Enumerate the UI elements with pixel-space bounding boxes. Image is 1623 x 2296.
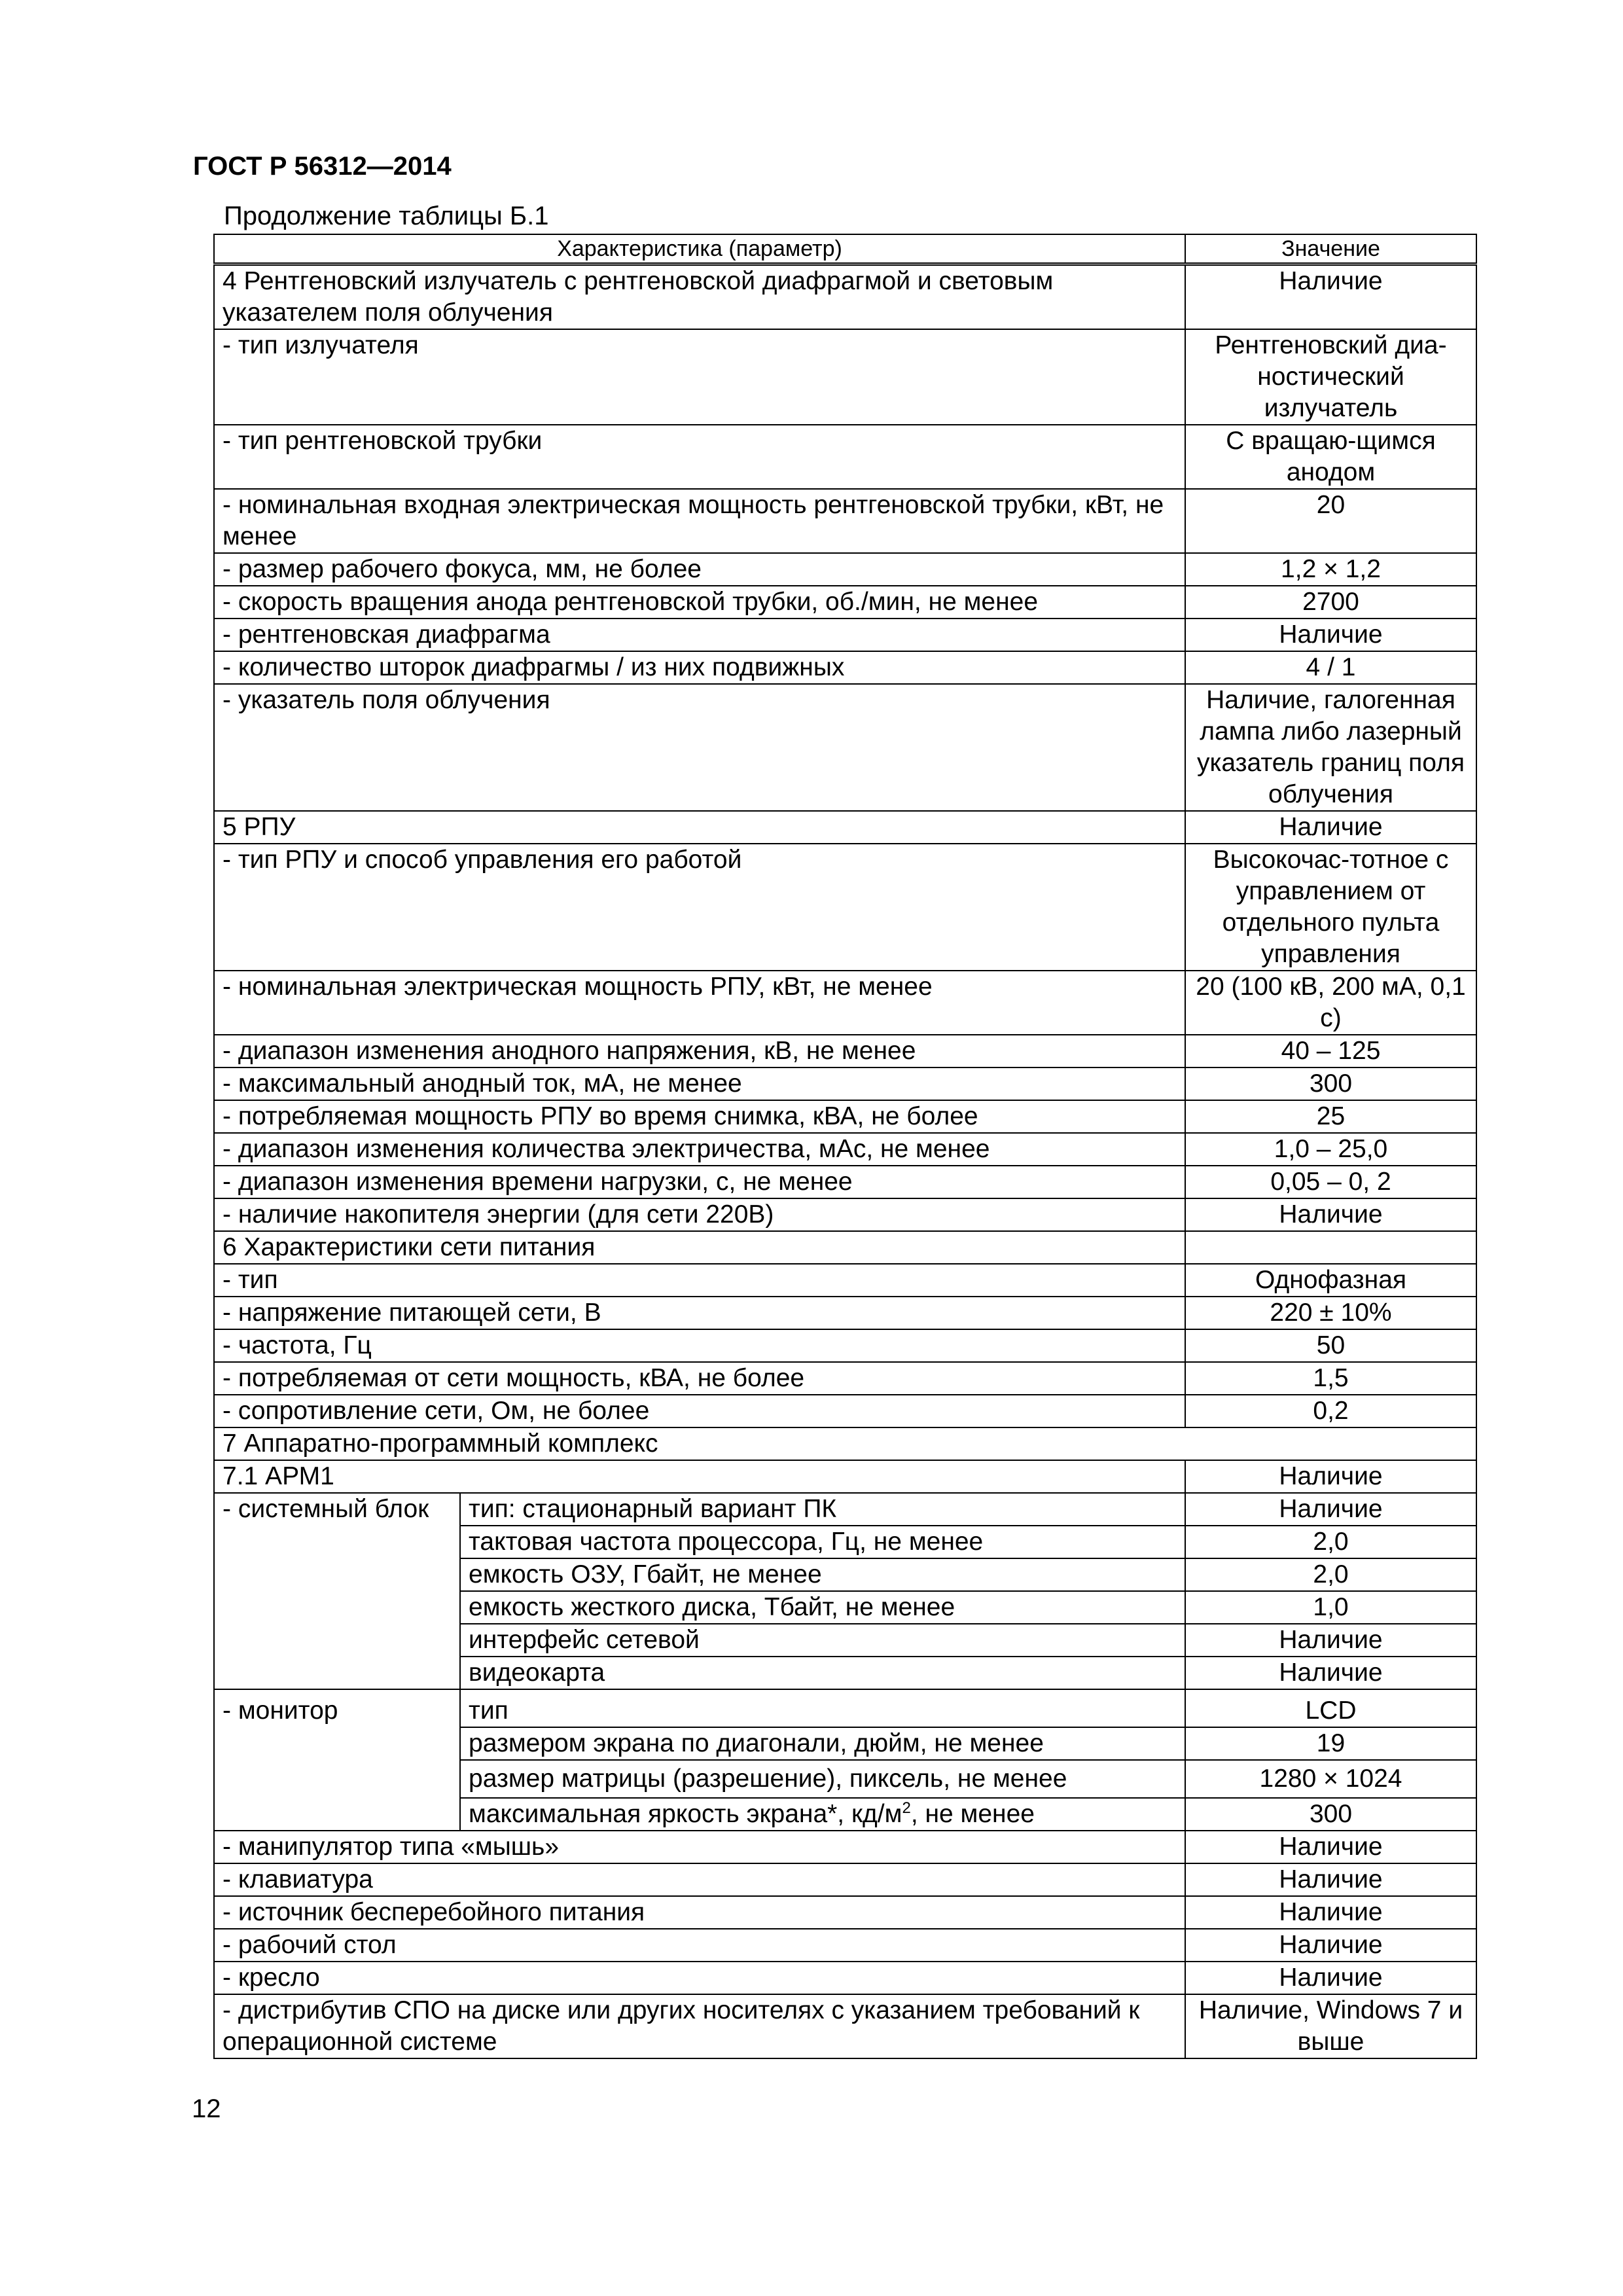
row-value: 1280 × 1024 xyxy=(1185,1760,1476,1798)
table-row xyxy=(214,1035,1476,1067)
row-value: 1,0 xyxy=(1185,1591,1476,1624)
row-value: Наличие xyxy=(1185,619,1476,651)
table-row xyxy=(214,1329,1476,1362)
row-value: 4 / 1 xyxy=(1185,651,1476,684)
arm-value: Наличие xyxy=(1185,1460,1476,1493)
row-label: - манипулятор типа «мышь» xyxy=(214,1831,1185,1863)
table-row xyxy=(214,1166,1476,1198)
row-value: 300 xyxy=(1185,1067,1476,1100)
row-label: - максимальный анодный ток, мА, не менее xyxy=(214,1067,1185,1100)
table-row xyxy=(214,1962,1476,1994)
table-row xyxy=(214,1264,1476,1297)
row-label: - напряжение питающей сети, В xyxy=(214,1297,1185,1329)
row-label: емкость жесткого диска, Тбайт, не менее xyxy=(460,1591,1185,1624)
row-label: - источник бесперебойного питания xyxy=(214,1896,1185,1929)
table-row xyxy=(214,1133,1476,1166)
row-value: 1,2 × 1,2 xyxy=(1185,553,1476,586)
section-5-value: Наличие xyxy=(1185,811,1476,844)
brightness-label-b: , не менее xyxy=(910,1800,1035,1828)
row-value: Рентгеновский диа-ностический излучатель xyxy=(1185,329,1476,425)
table-row xyxy=(214,619,1476,651)
table-caption: Продолжение таблицы Б.1 xyxy=(224,202,549,230)
table-row xyxy=(214,329,1476,425)
section-6-value xyxy=(1185,1231,1476,1264)
table-row xyxy=(214,844,1476,971)
row-label: размером экрана по диагонали, дюйм, не менее xyxy=(460,1727,1185,1760)
row-label: - сопротивление сети, Ом, не более xyxy=(214,1395,1185,1427)
row-label: - указатель поля облучения xyxy=(214,684,1185,811)
row-value: Наличие xyxy=(1185,1831,1476,1863)
table-row xyxy=(214,1896,1476,1929)
row-value: 19 xyxy=(1185,1727,1476,1760)
row-label-brightness xyxy=(460,1798,1185,1831)
table-row xyxy=(214,1460,1476,1493)
table-row xyxy=(214,1067,1476,1100)
row-label: - номинальная входная электрическая мощность рентгеновской трубки, кВт, не менее xyxy=(214,489,1185,553)
row-value: Наличие xyxy=(1185,1962,1476,1994)
row-value: Наличие, Windows 7 и выше xyxy=(1185,1994,1476,2058)
table-row xyxy=(214,651,1476,684)
row-value: Наличие xyxy=(1185,1929,1476,1962)
row-label: видеокарта xyxy=(460,1657,1185,1689)
row-value: 2,0 xyxy=(1185,1526,1476,1558)
monitor-label: - монитор xyxy=(214,1689,460,1831)
row-value: LCD xyxy=(1185,1689,1476,1727)
row-value: Высокочас-тотное с управлением от отдельного пульта управления xyxy=(1185,844,1476,971)
row-label: тип xyxy=(460,1689,1185,1727)
row-label: размер матрицы (разрешение), пиксель, не менее xyxy=(460,1760,1185,1798)
table-row xyxy=(214,1427,1476,1460)
row-label: - номинальная электрическая мощность РПУ, кВт, не менее xyxy=(214,971,1185,1035)
section-6-title: 6 Характеристики сети питания xyxy=(214,1231,1185,1264)
brightness-label-a: максимальная яркость экрана*, кд/м xyxy=(469,1800,902,1828)
row-label: - тип РПУ и способ управления его работой xyxy=(214,844,1185,971)
arm-title: 7.1 АРМ1 xyxy=(214,1460,1185,1493)
row-label: тип: стационарный вариант ПК xyxy=(460,1493,1185,1526)
row-value: Наличие xyxy=(1185,1896,1476,1929)
row-value: 0,2 xyxy=(1185,1395,1476,1427)
document-header: ГОСТ Р 56312—2014 xyxy=(193,152,452,181)
table-row xyxy=(214,1493,1476,1526)
row-value: 20 (100 кВ, 200 мА, 0,1 с) xyxy=(1185,971,1476,1035)
row-label: интерфейс сетевой xyxy=(460,1624,1185,1657)
row-value: 0,05 – 0, 2 xyxy=(1185,1166,1476,1198)
row-value: 25 xyxy=(1185,1100,1476,1133)
row-value: Наличие xyxy=(1185,1198,1476,1231)
table-row xyxy=(214,1929,1476,1962)
table-row xyxy=(214,553,1476,586)
row-label: тактовая частота процессора, Гц, не менее xyxy=(460,1526,1185,1558)
row-value: Наличие, галогенная лампа либо лазерный указатель границ поля облучения xyxy=(1185,684,1476,811)
row-value: 20 xyxy=(1185,489,1476,553)
row-label: - тип xyxy=(214,1264,1185,1297)
table-row xyxy=(214,1831,1476,1863)
row-label: - размер рабочего фокуса, мм, не более xyxy=(214,553,1185,586)
row-label: - тип излучателя xyxy=(214,329,1185,425)
row-label: - потребляемая от сети мощность, кВА, не более xyxy=(214,1362,1185,1395)
table-row xyxy=(214,684,1476,811)
section-7-title: 7 Аппаратно-программный комплекс xyxy=(214,1427,1476,1460)
row-label: - частота, Гц xyxy=(214,1329,1185,1362)
table-row xyxy=(214,1231,1476,1264)
table-row xyxy=(214,1198,1476,1231)
table-row xyxy=(214,1100,1476,1133)
column-header-parameter: Характеристика (параметр) xyxy=(214,234,1185,264)
row-value: Наличие xyxy=(1185,1657,1476,1689)
row-label: - диапазон изменения времени нагрузки, с, не менее xyxy=(214,1166,1185,1198)
row-label: - диапазон изменения анодного напряжения, кВ, не менее xyxy=(214,1035,1185,1067)
page-number: 12 xyxy=(192,2094,221,2123)
row-value: 1,0 – 25,0 xyxy=(1185,1133,1476,1166)
row-value: 2,0 xyxy=(1185,1558,1476,1591)
table-row xyxy=(214,1362,1476,1395)
table-row xyxy=(214,1689,1476,1727)
row-value: 300 xyxy=(1185,1798,1476,1831)
row-value: Наличие xyxy=(1185,1493,1476,1526)
column-header-value: Значение xyxy=(1185,234,1476,264)
table-row xyxy=(214,971,1476,1035)
table-row xyxy=(214,264,1476,330)
table-row xyxy=(214,425,1476,489)
row-value: 40 – 125 xyxy=(1185,1035,1476,1067)
table-row xyxy=(214,1994,1476,2058)
section-4-title: 4 Рентгеновский излучатель с рентгеновской диафрагмой и световым указателем поля облучения xyxy=(214,264,1185,330)
row-label: - кресло xyxy=(214,1962,1185,1994)
row-label: - клавиатура xyxy=(214,1863,1185,1896)
system-unit-label: - системный блок xyxy=(214,1493,460,1689)
row-label: - скорость вращения анода рентгеновской трубки, об./мин, не менее xyxy=(214,586,1185,619)
row-label: - количество шторок диафрагмы / из них подвижных xyxy=(214,651,1185,684)
section-5-title: 5 РПУ xyxy=(214,811,1185,844)
row-value: 2700 xyxy=(1185,586,1476,619)
row-label: - тип рентгеновской трубки xyxy=(214,425,1185,489)
table-row xyxy=(214,1297,1476,1329)
brightness-superscript: 2 xyxy=(902,1799,911,1817)
row-value: Однофазная xyxy=(1185,1264,1476,1297)
row-value: Наличие xyxy=(1185,1624,1476,1657)
table-row xyxy=(214,586,1476,619)
row-value: 50 xyxy=(1185,1329,1476,1362)
row-value: С вращаю-щимся анодом xyxy=(1185,425,1476,489)
table-row xyxy=(214,1863,1476,1896)
section-4-value: Наличие xyxy=(1185,264,1476,330)
row-label: - рабочий стол xyxy=(214,1929,1185,1962)
row-label: - наличие накопителя энергии (для сети 220В) xyxy=(214,1198,1185,1231)
row-label: - диапазон изменения количества электричества, мАс, не менее xyxy=(214,1133,1185,1166)
table-row xyxy=(214,811,1476,844)
row-value: 1,5 xyxy=(1185,1362,1476,1395)
row-value: Наличие xyxy=(1185,1863,1476,1896)
row-value: 220 ± 10% xyxy=(1185,1297,1476,1329)
table-row xyxy=(214,489,1476,553)
table-row xyxy=(214,1395,1476,1427)
row-label: - рентгеновская диафрагма xyxy=(214,619,1185,651)
row-label: - дистрибутив СПО на диске или других носителях с указанием требований к операционной системе xyxy=(214,1994,1185,2058)
row-label: - потребляемая мощность РПУ во время снимка, кВА, не более xyxy=(214,1100,1185,1133)
row-label: емкость ОЗУ, Гбайт, не менее xyxy=(460,1558,1185,1591)
specification-table xyxy=(213,234,1477,2059)
